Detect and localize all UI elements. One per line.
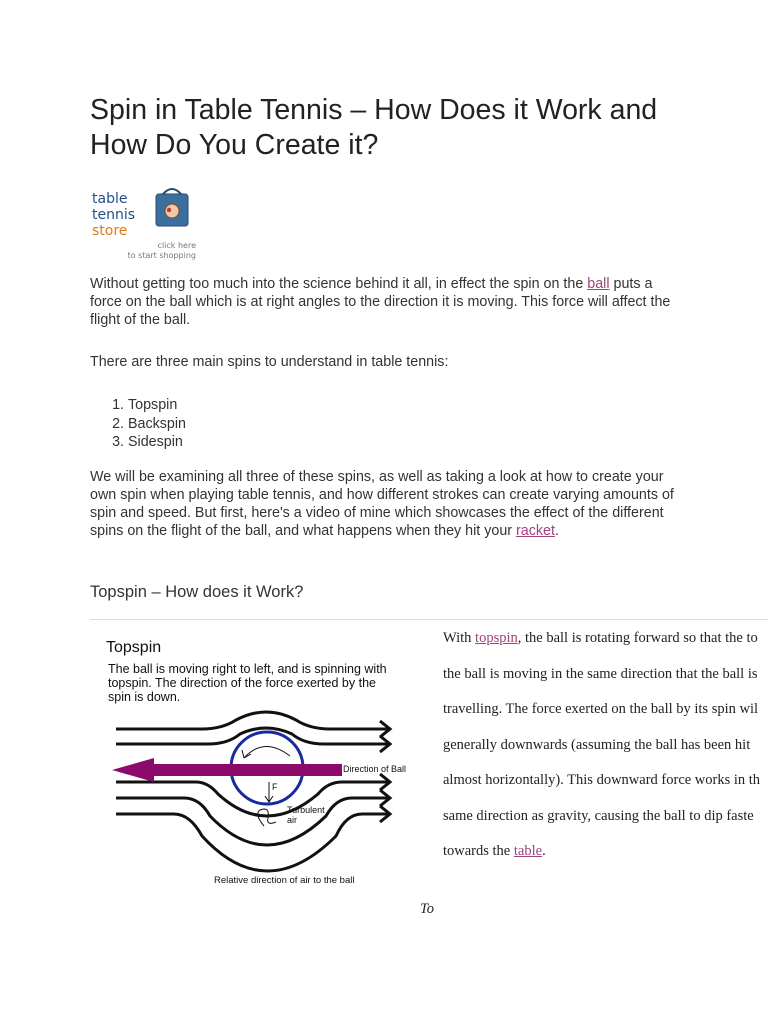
- spins-list: [90, 396, 186, 452]
- direction-arrow-shaft: [146, 764, 342, 776]
- store-logo-line2: tennis: [92, 207, 136, 223]
- list-item: 3. Sidespin: [128, 433, 186, 452]
- trailing-italic-text: To: [420, 901, 434, 917]
- examining-paragraph: We will be examining all three of these spins, as well as taking a look at how to create your own spin when playing table tennis, and how different strokes can create varying amounts of spin and speed. But first, here's a video of mine which showcases the effect of the different spins on the flight of the ball, and what happens when they hit your racket.: [90, 469, 674, 539]
- table-link[interactable]: table: [513, 843, 543, 859]
- text-line: almost horizontally). This downward force works in th: [443, 772, 761, 788]
- force-label: F: [272, 782, 278, 792]
- turbulent-label-line1: Turbulent: [287, 805, 325, 815]
- store-logo-line1: table: [92, 191, 128, 207]
- diagram-caption-line2: topspin. The direction of the force exerted by the: [108, 676, 376, 690]
- text-line: generally downwards (assuming the ball has been hit: [443, 736, 751, 753]
- topspin-diagram: [104, 632, 418, 890]
- table-tennis-store-banner[interactable]: [92, 186, 202, 262]
- ball-link[interactable]: ball: [587, 276, 610, 292]
- store-cta-line1: click here: [157, 241, 196, 250]
- three-spins-intro: There are three main spins to understand in table tennis:: [90, 354, 449, 370]
- store-cta-line2: to start shopping: [127, 251, 196, 260]
- shopping-bag-icon: [156, 189, 188, 226]
- text-line: With topspin, the ball is rotating forward so that the to: [443, 630, 758, 646]
- text-line: travelling. The force exerted on the ball by its spin wil: [443, 701, 759, 717]
- topspin-explanation: [443, 621, 768, 870]
- store-logo-graphic: [92, 186, 202, 262]
- diagram-bottom-label: Relative direction of air to the ball: [214, 875, 355, 886]
- list-item: 2. Backspin: [128, 415, 186, 434]
- diagram-caption-line1: The ball is moving right to left, and is spinning with: [108, 662, 387, 676]
- store-logo-line3: store: [92, 223, 128, 239]
- diagram-title: Topspin: [106, 639, 162, 656]
- text-line: towards the table.: [443, 843, 546, 859]
- text-line: same direction as gravity, causing the ball to dip faste: [443, 807, 754, 824]
- divider: [90, 619, 768, 620]
- topspin-heading: Topspin – How does it Work?: [90, 583, 304, 601]
- intro-paragraph: Without getting too much into the science behind it all, in effect the spin on the ball puts a force on the ball which is at right angles to the direction it is moving. This force will affect the flight of the ball.: [90, 276, 671, 328]
- turbulent-label-line2: air: [287, 815, 298, 825]
- diagram-caption-line3: spin is down.: [108, 690, 181, 704]
- racket-link[interactable]: racket: [516, 523, 555, 539]
- list-item: 1. Topspin: [128, 396, 186, 415]
- page-title: Spin in Table Tennis – How Does it Work and How Do You Create it?: [90, 94, 658, 161]
- direction-label: Direction of Ball: [343, 764, 407, 774]
- topspin-link[interactable]: topspin: [475, 630, 518, 646]
- text-line: the ball is moving in the same direction that the ball is: [443, 665, 758, 682]
- direction-arrowhead: [112, 758, 154, 782]
